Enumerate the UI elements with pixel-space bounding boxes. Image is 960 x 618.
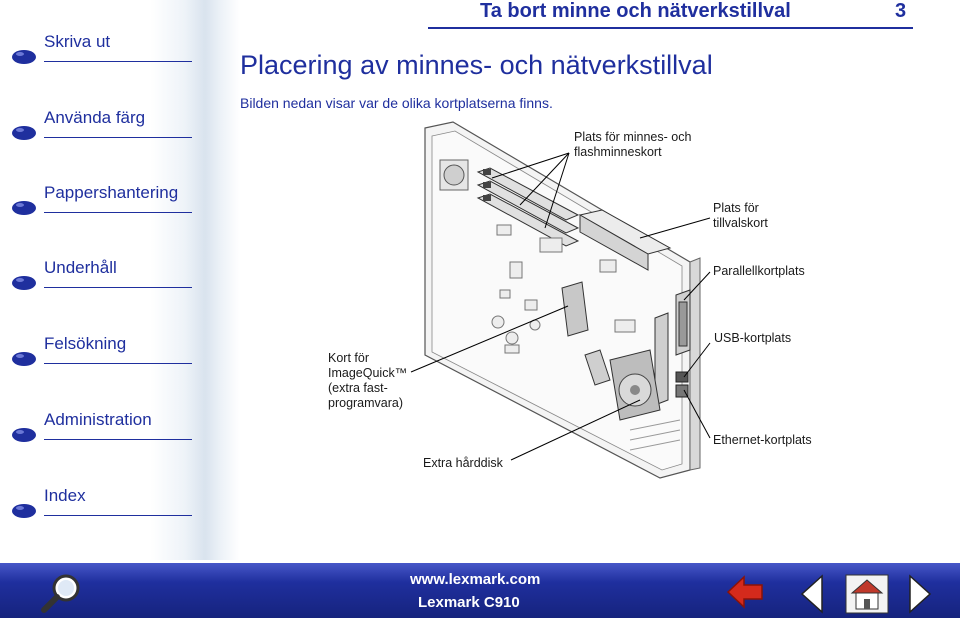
callout-line: flashminneskort [574, 145, 662, 159]
callout-line: Plats för minnes- och [574, 130, 692, 144]
callout-usb-port: USB-kortplats [714, 331, 792, 345]
footer-model: Lexmark C910 [418, 594, 520, 611]
callout-option-card [713, 201, 768, 231]
section-title: Ta bort minne och nätverkstillval [480, 0, 791, 22]
nav-label: Felsökning [44, 334, 127, 353]
nav-label: Skriva ut [44, 32, 111, 51]
nav-label: Index [44, 486, 86, 505]
callout-parallel-port: Parallellkortplats [713, 264, 805, 278]
callout-line: Plats för [713, 201, 759, 215]
next-page-icon[interactable] [906, 574, 934, 614]
fan-icon [440, 160, 468, 190]
callout-imagequick [328, 351, 407, 411]
callout-line: (extra fast- [328, 381, 388, 395]
intro-text: Bilden nedan visar var de olika kortplatserna finns. [240, 95, 553, 111]
printer-casing-edge [690, 258, 700, 470]
callout-memory-slots [574, 130, 691, 160]
callout-line: Kort för [328, 351, 369, 365]
magnifier-icon[interactable] [38, 572, 86, 614]
ethernet-port [676, 385, 688, 397]
nav-label: Underhåll [44, 258, 117, 277]
callout-line: programvara) [328, 396, 404, 410]
callout-ethernet-port: Ethernet-kortplats [713, 433, 812, 447]
previous-page-icon[interactable] [798, 574, 826, 614]
callout-hard-disk: Extra hårddisk [423, 456, 503, 470]
nav-label: Använda färg [44, 108, 146, 127]
red-back-arrow-icon[interactable] [726, 574, 766, 610]
callout-line: tillvalskort [713, 216, 768, 230]
page-title: Placering av minnes- och nätverkstillval [240, 50, 713, 80]
parallel-port [676, 290, 690, 355]
nav-label: Pappershantering [44, 183, 179, 202]
callout-line: ImageQuick™ [328, 366, 408, 380]
footer-url-link[interactable]: www.lexmark.com [410, 571, 541, 588]
nav-label: Administration [44, 410, 152, 429]
page-number: 3 [895, 0, 907, 22]
home-icon[interactable] [844, 573, 890, 615]
